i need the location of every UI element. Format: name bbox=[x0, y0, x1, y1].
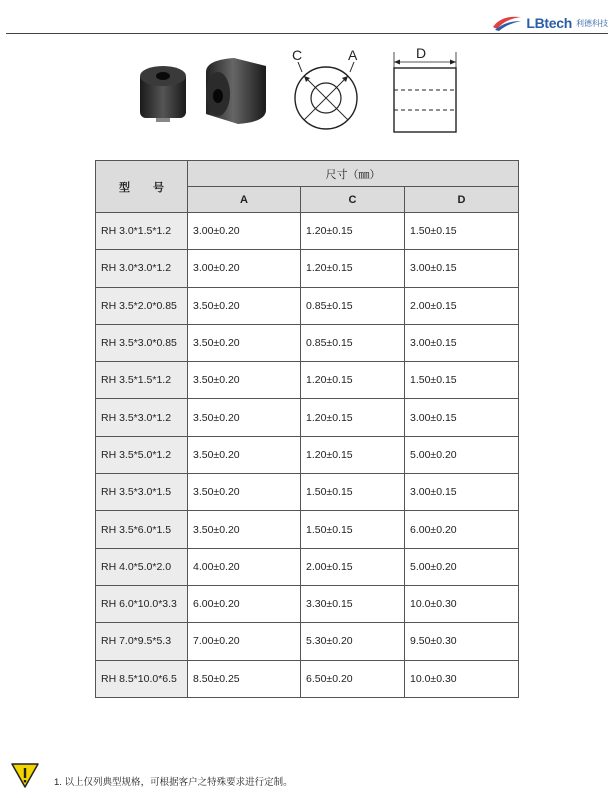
d-cell: 3.00±0.15 bbox=[405, 324, 519, 361]
d-cell: 3.00±0.15 bbox=[405, 399, 519, 436]
c-cell: 6.50±0.20 bbox=[301, 660, 405, 697]
a-cell: 8.50±0.25 bbox=[188, 660, 301, 697]
model-cell: RH 3.5*3.0*1.5 bbox=[96, 474, 188, 511]
c-cell: 1.20±0.15 bbox=[301, 250, 405, 287]
c-cell: 2.00±0.15 bbox=[301, 548, 405, 585]
a-cell: 6.00±0.20 bbox=[188, 585, 301, 622]
model-cell: RH 3.5*2.0*0.85 bbox=[96, 287, 188, 324]
table-row bbox=[96, 660, 519, 697]
d-cell: 3.00±0.15 bbox=[405, 474, 519, 511]
header-col-c: C bbox=[301, 187, 405, 213]
model-cell: RH 3.5*1.5*1.2 bbox=[96, 362, 188, 399]
table-row bbox=[96, 585, 519, 622]
c-cell: 1.20±0.15 bbox=[301, 436, 405, 473]
table-row bbox=[96, 548, 519, 585]
d-cell: 5.00±0.20 bbox=[405, 436, 519, 473]
c-cell: 5.30±0.20 bbox=[301, 623, 405, 660]
a-cell: 3.50±0.20 bbox=[188, 474, 301, 511]
d-cell: 6.00±0.20 bbox=[405, 511, 519, 548]
d-cell: 9.50±0.30 bbox=[405, 623, 519, 660]
model-cell: RH 3.5*5.0*1.2 bbox=[96, 436, 188, 473]
a-cell: 3.50±0.20 bbox=[188, 324, 301, 361]
logo-chinese-text: 利德科技 bbox=[576, 18, 608, 28]
label-c: C bbox=[292, 47, 303, 63]
c-cell: 0.85±0.15 bbox=[301, 324, 405, 361]
table-row bbox=[96, 250, 519, 287]
product-figures bbox=[0, 46, 616, 142]
model-cell: RH 7.0*9.5*5.3 bbox=[96, 623, 188, 660]
spec-table bbox=[95, 160, 519, 698]
side-view-diagram bbox=[386, 46, 466, 136]
table-row bbox=[96, 324, 519, 361]
model-cell: RH 3.5*3.0*1.2 bbox=[96, 399, 188, 436]
table-row bbox=[96, 213, 519, 250]
d-cell: 1.50±0.15 bbox=[405, 362, 519, 399]
header-divider bbox=[6, 33, 608, 34]
logo-latin-text: LBtech bbox=[526, 15, 572, 31]
footnote bbox=[10, 762, 293, 788]
a-cell: 7.00±0.20 bbox=[188, 623, 301, 660]
label-d: D bbox=[416, 46, 427, 61]
logo-swoosh-icon bbox=[491, 13, 523, 33]
c-cell: 1.50±0.15 bbox=[301, 474, 405, 511]
a-cell: 4.00±0.20 bbox=[188, 548, 301, 585]
a-cell: 3.50±0.20 bbox=[188, 399, 301, 436]
label-a: A bbox=[348, 47, 358, 63]
ferrite-bead-large-photo bbox=[200, 52, 272, 128]
d-cell: 3.00±0.15 bbox=[405, 250, 519, 287]
c-cell: 1.20±0.15 bbox=[301, 362, 405, 399]
c-cell: 1.20±0.15 bbox=[301, 399, 405, 436]
d-cell: 10.0±0.30 bbox=[405, 660, 519, 697]
model-cell: RH 3.0*1.5*1.2 bbox=[96, 213, 188, 250]
model-cell: RH 6.0*10.0*3.3 bbox=[96, 585, 188, 622]
model-cell: RH 3.0*3.0*1.2 bbox=[96, 250, 188, 287]
footnote-text: 1. 以上仅列典型规格，可根据客户之特殊要求进行定制。 bbox=[54, 777, 293, 788]
header-model: 型 号 bbox=[96, 161, 188, 213]
spec-table-body bbox=[96, 213, 519, 698]
c-cell: 1.20±0.15 bbox=[301, 213, 405, 250]
c-cell: 0.85±0.15 bbox=[301, 287, 405, 324]
a-cell: 3.50±0.20 bbox=[188, 511, 301, 548]
end-view-diagram bbox=[286, 46, 366, 136]
a-cell: 3.50±0.20 bbox=[188, 436, 301, 473]
table-row bbox=[96, 511, 519, 548]
a-cell: 3.00±0.20 bbox=[188, 213, 301, 250]
c-cell: 3.30±0.15 bbox=[301, 585, 405, 622]
a-cell: 3.00±0.20 bbox=[188, 250, 301, 287]
table-row bbox=[96, 287, 519, 324]
model-cell: RH 8.5*10.0*6.5 bbox=[96, 660, 188, 697]
d-cell: 2.00±0.15 bbox=[405, 287, 519, 324]
c-cell: 1.50±0.15 bbox=[301, 511, 405, 548]
model-cell: RH 3.5*6.0*1.5 bbox=[96, 511, 188, 548]
table-row bbox=[96, 623, 519, 660]
table-row bbox=[96, 474, 519, 511]
d-cell: 10.0±0.30 bbox=[405, 585, 519, 622]
warning-triangle-icon bbox=[10, 762, 40, 788]
header-size: 尺寸（㎜） bbox=[188, 161, 519, 187]
a-cell: 3.50±0.20 bbox=[188, 362, 301, 399]
table-row bbox=[96, 362, 519, 399]
brand-logo bbox=[491, 12, 608, 34]
header-col-d: D bbox=[405, 187, 519, 213]
d-cell: 1.50±0.15 bbox=[405, 213, 519, 250]
ferrite-bead-small-photo bbox=[136, 62, 192, 126]
model-cell: RH 3.5*3.0*0.85 bbox=[96, 324, 188, 361]
header-col-a: A bbox=[188, 187, 301, 213]
d-cell: 5.00±0.20 bbox=[405, 548, 519, 585]
model-cell: RH 4.0*5.0*2.0 bbox=[96, 548, 188, 585]
a-cell: 3.50±0.20 bbox=[188, 287, 301, 324]
table-row bbox=[96, 436, 519, 473]
table-row bbox=[96, 399, 519, 436]
